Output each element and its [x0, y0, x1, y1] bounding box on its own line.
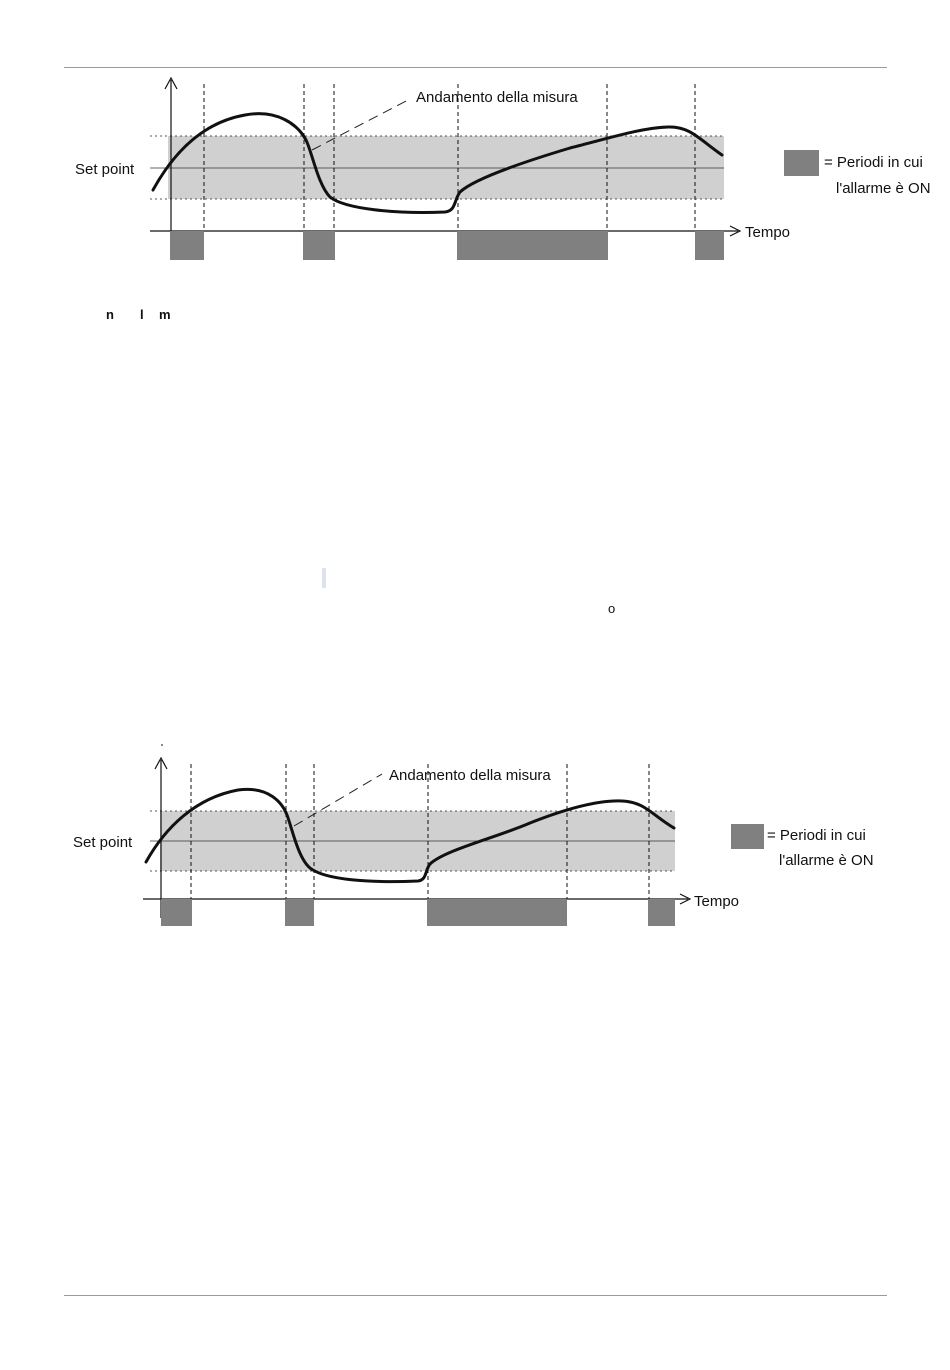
- footer-rule: [64, 1295, 887, 1296]
- alarm-period: [303, 231, 335, 260]
- legend-swatch: [784, 150, 819, 176]
- tolerance-band: [168, 136, 724, 199]
- alarm-period: [427, 899, 567, 926]
- alarm-period: [285, 899, 314, 926]
- text-fragment: l: [140, 307, 144, 322]
- alarm-period: [648, 899, 675, 926]
- text-cursor: [322, 568, 326, 588]
- text-fragment: m: [159, 307, 171, 322]
- alarm-period: [161, 899, 192, 926]
- legend-line1: = Periodi in cui: [824, 154, 923, 171]
- alarm-diagram-top: [0, 0, 950, 300]
- alarm-period: [457, 231, 608, 260]
- curve-label: Andamento della misura: [389, 767, 551, 784]
- curve-label: Andamento della misura: [416, 89, 578, 106]
- alarm-period: [695, 231, 724, 260]
- legend-swatch: [731, 824, 764, 849]
- legend-line1: = Periodi in cui: [767, 827, 866, 844]
- legend-line2: l'allarme è ON: [779, 852, 874, 869]
- text-fragment: o: [608, 601, 616, 616]
- alarm-diagram-bottom: [0, 740, 950, 940]
- setpoint-label: Set point: [73, 834, 133, 851]
- time-label: Tempo: [745, 224, 791, 241]
- text-fragment: n: [106, 307, 114, 322]
- time-label: Tempo: [694, 893, 740, 910]
- legend-line2: l'allarme è ON: [836, 180, 931, 197]
- alarm-period: [170, 231, 204, 260]
- setpoint-label: Set point: [75, 161, 135, 178]
